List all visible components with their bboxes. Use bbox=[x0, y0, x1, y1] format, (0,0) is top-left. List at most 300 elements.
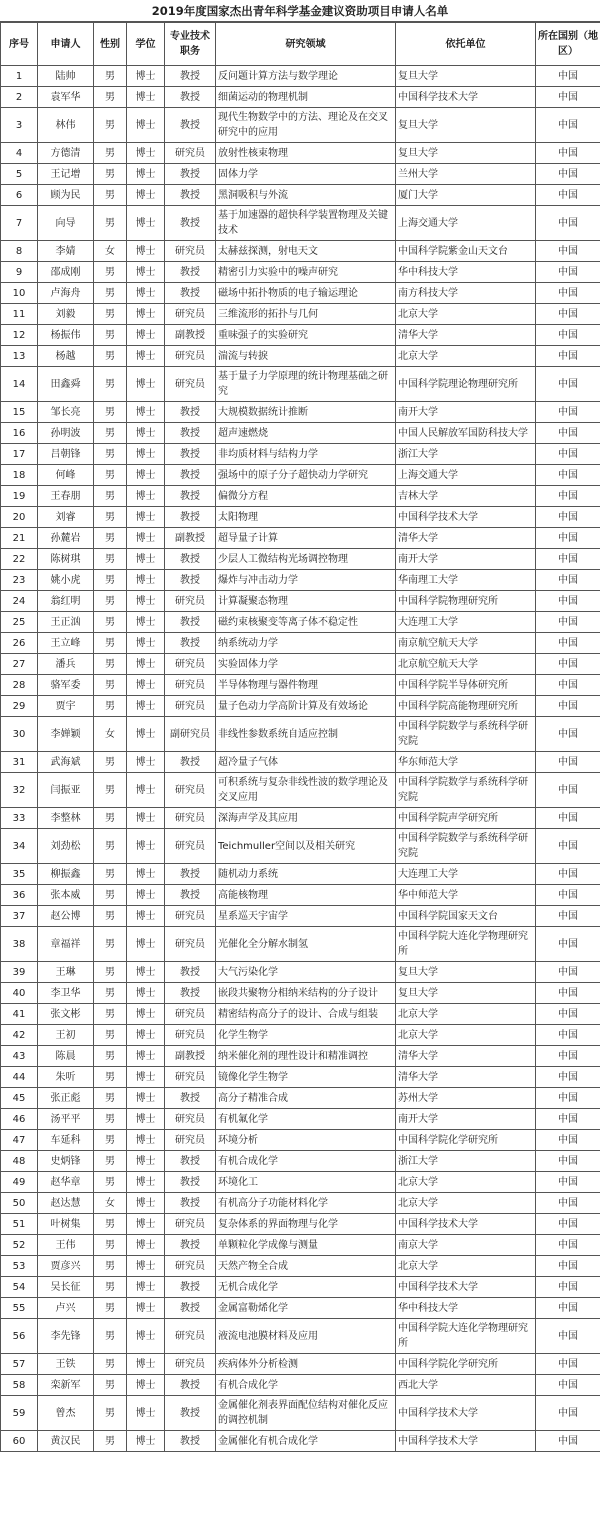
table-row bbox=[1, 1067, 600, 1088]
cell-title: 教授 bbox=[165, 164, 216, 185]
cell-title: 教授 bbox=[165, 633, 216, 654]
cell-applicant: 黄汉民 bbox=[38, 1431, 94, 1452]
header-country: 所在国别（地区） bbox=[536, 23, 600, 66]
table-row bbox=[1, 983, 600, 1004]
cell-degree: 博士 bbox=[127, 185, 165, 206]
table-row bbox=[1, 1256, 600, 1277]
cell-index: 54 bbox=[1, 1277, 38, 1298]
cell-title: 副教授 bbox=[165, 325, 216, 346]
cell-field: 湍流与转捩 bbox=[216, 346, 396, 367]
cell-title: 教授 bbox=[165, 1277, 216, 1298]
cell-institution: 中国科学院紫金山天文台 bbox=[396, 241, 536, 262]
cell-title: 研究员 bbox=[165, 1130, 216, 1151]
cell-institution: 南京航空航天大学 bbox=[396, 633, 536, 654]
cell-degree: 博士 bbox=[127, 1396, 165, 1431]
cell-gender: 男 bbox=[94, 1025, 127, 1046]
cell-degree: 博士 bbox=[127, 1431, 165, 1452]
table-row bbox=[1, 1088, 600, 1109]
cell-institution: 南开大学 bbox=[396, 402, 536, 423]
cell-applicant: 杨越 bbox=[38, 346, 94, 367]
cell-applicant: 栾新军 bbox=[38, 1375, 94, 1396]
cell-index: 41 bbox=[1, 1004, 38, 1025]
cell-applicant: 李婵颖 bbox=[38, 717, 94, 752]
cell-applicant: 潘兵 bbox=[38, 654, 94, 675]
cell-country: 中国 bbox=[536, 444, 600, 465]
cell-gender: 男 bbox=[94, 367, 127, 402]
cell-degree: 博士 bbox=[127, 717, 165, 752]
cell-field: 星系巡天宇宙学 bbox=[216, 906, 396, 927]
cell-institution: 北京大学 bbox=[396, 304, 536, 325]
cell-country: 中国 bbox=[536, 570, 600, 591]
table-row bbox=[1, 1151, 600, 1172]
cell-degree: 博士 bbox=[127, 108, 165, 143]
cell-institution: 中国科学院数学与系统科学研究院 bbox=[396, 717, 536, 752]
table-row bbox=[1, 1354, 600, 1375]
cell-degree: 博士 bbox=[127, 612, 165, 633]
table-row bbox=[1, 808, 600, 829]
cell-applicant: 孙明波 bbox=[38, 423, 94, 444]
cell-index: 58 bbox=[1, 1375, 38, 1396]
cell-institution: 南开大学 bbox=[396, 1109, 536, 1130]
cell-gender: 女 bbox=[94, 241, 127, 262]
cell-index: 60 bbox=[1, 1431, 38, 1452]
cell-gender: 男 bbox=[94, 591, 127, 612]
cell-index: 24 bbox=[1, 591, 38, 612]
cell-field: 计算凝聚态物理 bbox=[216, 591, 396, 612]
cell-index: 53 bbox=[1, 1256, 38, 1277]
cell-applicant: 张本威 bbox=[38, 885, 94, 906]
cell-country: 中国 bbox=[536, 304, 600, 325]
cell-title: 研究员 bbox=[165, 773, 216, 808]
cell-field: 细菌运动的物理机制 bbox=[216, 87, 396, 108]
cell-country: 中国 bbox=[536, 1375, 600, 1396]
cell-degree: 博士 bbox=[127, 1319, 165, 1354]
table-row bbox=[1, 423, 600, 444]
cell-degree: 博士 bbox=[127, 1277, 165, 1298]
cell-applicant: 朱听 bbox=[38, 1067, 94, 1088]
cell-institution: 中国科学院大连化学物理研究所 bbox=[396, 1319, 536, 1354]
cell-index: 28 bbox=[1, 675, 38, 696]
cell-index: 43 bbox=[1, 1046, 38, 1067]
cell-country: 中国 bbox=[536, 1067, 600, 1088]
cell-degree: 博士 bbox=[127, 1375, 165, 1396]
cell-institution: 中国科学院物理研究所 bbox=[396, 591, 536, 612]
cell-field: 有机氟化学 bbox=[216, 1109, 396, 1130]
cell-applicant: 车延科 bbox=[38, 1130, 94, 1151]
cell-index: 49 bbox=[1, 1172, 38, 1193]
table-row bbox=[1, 304, 600, 325]
cell-index: 5 bbox=[1, 164, 38, 185]
cell-degree: 博士 bbox=[127, 1025, 165, 1046]
cell-field: 大气污染化学 bbox=[216, 962, 396, 983]
cell-country: 中国 bbox=[536, 1256, 600, 1277]
cell-field: 单颗粒化学成像与测量 bbox=[216, 1235, 396, 1256]
cell-institution: 中国科学技术大学 bbox=[396, 1396, 536, 1431]
cell-gender: 男 bbox=[94, 1319, 127, 1354]
cell-degree: 博士 bbox=[127, 1046, 165, 1067]
page-title: 2019年度国家杰出青年科学基金建议资助项目申请人名单 bbox=[0, 0, 600, 22]
cell-institution: 中国科学院大连化学物理研究所 bbox=[396, 927, 536, 962]
cell-index: 19 bbox=[1, 486, 38, 507]
cell-degree: 博士 bbox=[127, 528, 165, 549]
cell-gender: 男 bbox=[94, 1256, 127, 1277]
cell-country: 中国 bbox=[536, 241, 600, 262]
cell-institution: 中国科学院半导体研究所 bbox=[396, 675, 536, 696]
cell-applicant: 何峰 bbox=[38, 465, 94, 486]
cell-title: 教授 bbox=[165, 549, 216, 570]
table-row bbox=[1, 1298, 600, 1319]
table-row bbox=[1, 164, 600, 185]
cell-country: 中国 bbox=[536, 1046, 600, 1067]
cell-gender: 男 bbox=[94, 402, 127, 423]
table-row bbox=[1, 1172, 600, 1193]
cell-degree: 博士 bbox=[127, 346, 165, 367]
cell-index: 33 bbox=[1, 808, 38, 829]
cell-applicant: 刘毅 bbox=[38, 304, 94, 325]
cell-country: 中国 bbox=[536, 696, 600, 717]
cell-applicant: 王琳 bbox=[38, 962, 94, 983]
cell-institution: 中国科学院国家天文台 bbox=[396, 906, 536, 927]
cell-field: 金属催化有机合成化学 bbox=[216, 1431, 396, 1452]
table-row bbox=[1, 906, 600, 927]
cell-title: 研究员 bbox=[165, 1214, 216, 1235]
cell-gender: 男 bbox=[94, 1088, 127, 1109]
cell-applicant: 曾杰 bbox=[38, 1396, 94, 1431]
cell-title: 教授 bbox=[165, 983, 216, 1004]
cell-title: 研究员 bbox=[165, 1109, 216, 1130]
cell-applicant: 赵公博 bbox=[38, 906, 94, 927]
cell-institution: 北京航空航天大学 bbox=[396, 654, 536, 675]
table-row bbox=[1, 591, 600, 612]
table-row bbox=[1, 444, 600, 465]
cell-applicant: 孙麓岩 bbox=[38, 528, 94, 549]
cell-institution: 华南理工大学 bbox=[396, 570, 536, 591]
cell-title: 教授 bbox=[165, 1396, 216, 1431]
table-row bbox=[1, 402, 600, 423]
cell-field: 金属催化剂表界面配位结构对催化反应的调控机制 bbox=[216, 1396, 396, 1431]
table-row bbox=[1, 549, 600, 570]
cell-field: 精密引力实验中的噪声研究 bbox=[216, 262, 396, 283]
cell-institution: 南京大学 bbox=[396, 1235, 536, 1256]
cell-applicant: 李婧 bbox=[38, 241, 94, 262]
cell-title: 研究员 bbox=[165, 927, 216, 962]
cell-applicant: 王正汹 bbox=[38, 612, 94, 633]
cell-gender: 男 bbox=[94, 66, 127, 87]
cell-field: 高能核物理 bbox=[216, 885, 396, 906]
cell-index: 21 bbox=[1, 528, 38, 549]
cell-field: Teichmuller空间以及相关研究 bbox=[216, 829, 396, 864]
cell-title: 教授 bbox=[165, 87, 216, 108]
cell-degree: 博士 bbox=[127, 864, 165, 885]
cell-title: 教授 bbox=[165, 752, 216, 773]
cell-country: 中国 bbox=[536, 752, 600, 773]
cell-degree: 博士 bbox=[127, 696, 165, 717]
cell-applicant: 向导 bbox=[38, 206, 94, 241]
cell-field: 超声速燃烧 bbox=[216, 423, 396, 444]
cell-applicant: 王初 bbox=[38, 1025, 94, 1046]
table-row bbox=[1, 717, 600, 752]
cell-degree: 博士 bbox=[127, 1214, 165, 1235]
cell-degree: 博士 bbox=[127, 1151, 165, 1172]
cell-gender: 男 bbox=[94, 1298, 127, 1319]
cell-degree: 博士 bbox=[127, 570, 165, 591]
cell-title: 研究员 bbox=[165, 143, 216, 164]
cell-index: 39 bbox=[1, 962, 38, 983]
cell-country: 中国 bbox=[536, 325, 600, 346]
cell-title: 研究员 bbox=[165, 1354, 216, 1375]
cell-title: 研究员 bbox=[165, 241, 216, 262]
cell-field: 高分子精准合成 bbox=[216, 1088, 396, 1109]
cell-country: 中国 bbox=[536, 1431, 600, 1452]
cell-country: 中国 bbox=[536, 87, 600, 108]
cell-degree: 博士 bbox=[127, 486, 165, 507]
cell-applicant: 袁军华 bbox=[38, 87, 94, 108]
cell-applicant: 姚小虎 bbox=[38, 570, 94, 591]
cell-gender: 男 bbox=[94, 675, 127, 696]
cell-field: 纳米催化剂的理性设计和精准调控 bbox=[216, 1046, 396, 1067]
cell-country: 中国 bbox=[536, 654, 600, 675]
cell-institution: 华东师范大学 bbox=[396, 752, 536, 773]
cell-field: 有机合成化学 bbox=[216, 1375, 396, 1396]
cell-index: 34 bbox=[1, 829, 38, 864]
cell-index: 26 bbox=[1, 633, 38, 654]
cell-field: 随机动力系统 bbox=[216, 864, 396, 885]
cell-degree: 博士 bbox=[127, 591, 165, 612]
cell-applicant: 吕朝锋 bbox=[38, 444, 94, 465]
cell-gender: 男 bbox=[94, 262, 127, 283]
cell-institution: 复旦大学 bbox=[396, 983, 536, 1004]
cell-title: 教授 bbox=[165, 108, 216, 143]
cell-institution: 清华大学 bbox=[396, 325, 536, 346]
cell-degree: 博士 bbox=[127, 962, 165, 983]
cell-index: 9 bbox=[1, 262, 38, 283]
cell-applicant: 汤平平 bbox=[38, 1109, 94, 1130]
cell-title: 研究员 bbox=[165, 906, 216, 927]
cell-country: 中国 bbox=[536, 906, 600, 927]
cell-degree: 博士 bbox=[127, 885, 165, 906]
cell-applicant: 卢兴 bbox=[38, 1298, 94, 1319]
cell-gender: 男 bbox=[94, 1396, 127, 1431]
cell-field: 黑洞吸积与外流 bbox=[216, 185, 396, 206]
cell-gender: 男 bbox=[94, 1431, 127, 1452]
cell-gender: 男 bbox=[94, 1130, 127, 1151]
cell-field: 少层人工微结构光场调控物理 bbox=[216, 549, 396, 570]
cell-title: 研究员 bbox=[165, 696, 216, 717]
table-row bbox=[1, 675, 600, 696]
table-row bbox=[1, 486, 600, 507]
cell-title: 研究员 bbox=[165, 654, 216, 675]
cell-degree: 博士 bbox=[127, 1298, 165, 1319]
table-row bbox=[1, 346, 600, 367]
cell-gender: 男 bbox=[94, 507, 127, 528]
cell-institution: 中国科学院化学研究所 bbox=[396, 1354, 536, 1375]
cell-index: 29 bbox=[1, 696, 38, 717]
cell-index: 17 bbox=[1, 444, 38, 465]
cell-field: 疾病体外分析检测 bbox=[216, 1354, 396, 1375]
cell-degree: 博士 bbox=[127, 367, 165, 402]
cell-field: 基于量子力学原理的统计物理基础之研究 bbox=[216, 367, 396, 402]
cell-country: 中国 bbox=[536, 262, 600, 283]
cell-country: 中国 bbox=[536, 1004, 600, 1025]
cell-degree: 博士 bbox=[127, 283, 165, 304]
table-row bbox=[1, 1431, 600, 1452]
cell-institution: 北京大学 bbox=[396, 1172, 536, 1193]
table-row bbox=[1, 1375, 600, 1396]
cell-gender: 男 bbox=[94, 528, 127, 549]
cell-title: 教授 bbox=[165, 1193, 216, 1214]
cell-gender: 男 bbox=[94, 549, 127, 570]
table-row bbox=[1, 507, 600, 528]
cell-field: 非线性参数系统自适应控制 bbox=[216, 717, 396, 752]
table-row bbox=[1, 66, 600, 87]
cell-degree: 博士 bbox=[127, 1354, 165, 1375]
cell-gender: 男 bbox=[94, 962, 127, 983]
cell-applicant: 王春朋 bbox=[38, 486, 94, 507]
cell-country: 中国 bbox=[536, 423, 600, 444]
cell-country: 中国 bbox=[536, 864, 600, 885]
cell-degree: 博士 bbox=[127, 325, 165, 346]
cell-applicant: 章福祥 bbox=[38, 927, 94, 962]
cell-institution: 大连理工大学 bbox=[396, 864, 536, 885]
cell-country: 中国 bbox=[536, 346, 600, 367]
cell-gender: 男 bbox=[94, 612, 127, 633]
cell-degree: 博士 bbox=[127, 675, 165, 696]
cell-degree: 博士 bbox=[127, 983, 165, 1004]
cell-gender: 男 bbox=[94, 1277, 127, 1298]
cell-gender: 男 bbox=[94, 486, 127, 507]
cell-title: 教授 bbox=[165, 570, 216, 591]
cell-degree: 博士 bbox=[127, 1130, 165, 1151]
cell-index: 52 bbox=[1, 1235, 38, 1256]
cell-country: 中国 bbox=[536, 612, 600, 633]
header-title: 专业技术职务 bbox=[165, 23, 216, 66]
cell-index: 7 bbox=[1, 206, 38, 241]
cell-institution: 西北大学 bbox=[396, 1375, 536, 1396]
cell-country: 中国 bbox=[536, 66, 600, 87]
cell-country: 中国 bbox=[536, 808, 600, 829]
cell-field: 三维流形的拓扑与几何 bbox=[216, 304, 396, 325]
cell-gender: 女 bbox=[94, 1193, 127, 1214]
cell-country: 中国 bbox=[536, 1172, 600, 1193]
cell-applicant: 闫振亚 bbox=[38, 773, 94, 808]
cell-gender: 男 bbox=[94, 773, 127, 808]
cell-field: 半导体物理与器件物理 bbox=[216, 675, 396, 696]
cell-applicant: 叶树集 bbox=[38, 1214, 94, 1235]
cell-title: 研究员 bbox=[165, 1256, 216, 1277]
cell-field: 化学生物学 bbox=[216, 1025, 396, 1046]
cell-country: 中国 bbox=[536, 1277, 600, 1298]
cell-field: 放射性核束物理 bbox=[216, 143, 396, 164]
cell-gender: 男 bbox=[94, 1354, 127, 1375]
cell-gender: 男 bbox=[94, 325, 127, 346]
cell-index: 2 bbox=[1, 87, 38, 108]
cell-country: 中国 bbox=[536, 465, 600, 486]
table-row bbox=[1, 570, 600, 591]
table-row bbox=[1, 262, 600, 283]
cell-degree: 博士 bbox=[127, 87, 165, 108]
cell-field: 现代生物数学中的方法、理论及在交叉研究中的应用 bbox=[216, 108, 396, 143]
cell-index: 35 bbox=[1, 864, 38, 885]
cell-gender: 男 bbox=[94, 164, 127, 185]
table-row bbox=[1, 696, 600, 717]
cell-field: 量子色动力学高阶计算及有效场论 bbox=[216, 696, 396, 717]
cell-institution: 复旦大学 bbox=[396, 962, 536, 983]
cell-title: 研究员 bbox=[165, 591, 216, 612]
cell-country: 中国 bbox=[536, 185, 600, 206]
header-field: 研究领域 bbox=[216, 23, 396, 66]
cell-title: 教授 bbox=[165, 1298, 216, 1319]
cell-institution: 南方科技大学 bbox=[396, 283, 536, 304]
cell-index: 30 bbox=[1, 717, 38, 752]
cell-country: 中国 bbox=[536, 773, 600, 808]
cell-degree: 博士 bbox=[127, 507, 165, 528]
cell-index: 40 bbox=[1, 983, 38, 1004]
cell-institution: 中国科学技术大学 bbox=[396, 1277, 536, 1298]
cell-title: 教授 bbox=[165, 885, 216, 906]
cell-institution: 北京大学 bbox=[396, 1025, 536, 1046]
cell-degree: 博士 bbox=[127, 808, 165, 829]
table-row bbox=[1, 962, 600, 983]
cell-index: 4 bbox=[1, 143, 38, 164]
cell-index: 48 bbox=[1, 1151, 38, 1172]
cell-field: 偏微分方程 bbox=[216, 486, 396, 507]
cell-index: 27 bbox=[1, 654, 38, 675]
cell-field: 深海声学及其应用 bbox=[216, 808, 396, 829]
cell-gender: 男 bbox=[94, 1172, 127, 1193]
table-row bbox=[1, 283, 600, 304]
cell-country: 中国 bbox=[536, 283, 600, 304]
cell-title: 研究员 bbox=[165, 304, 216, 325]
cell-field: 纳系统动力学 bbox=[216, 633, 396, 654]
cell-index: 11 bbox=[1, 304, 38, 325]
cell-country: 中国 bbox=[536, 402, 600, 423]
cell-title: 教授 bbox=[165, 465, 216, 486]
cell-degree: 博士 bbox=[127, 906, 165, 927]
cell-index: 51 bbox=[1, 1214, 38, 1235]
cell-title: 教授 bbox=[165, 262, 216, 283]
cell-gender: 男 bbox=[94, 283, 127, 304]
cell-applicant: 王铁 bbox=[38, 1354, 94, 1375]
cell-country: 中国 bbox=[536, 927, 600, 962]
cell-applicant: 王立峰 bbox=[38, 633, 94, 654]
table-row bbox=[1, 633, 600, 654]
cell-degree: 博士 bbox=[127, 1172, 165, 1193]
cell-degree: 博士 bbox=[127, 1109, 165, 1130]
cell-index: 50 bbox=[1, 1193, 38, 1214]
cell-degree: 博士 bbox=[127, 206, 165, 241]
cell-institution: 中国科学院高能物理研究所 bbox=[396, 696, 536, 717]
cell-applicant: 张正彪 bbox=[38, 1088, 94, 1109]
cell-field: 复杂体系的界面物理与化学 bbox=[216, 1214, 396, 1235]
cell-title: 研究员 bbox=[165, 346, 216, 367]
cell-institution: 中国人民解放军国防科技大学 bbox=[396, 423, 536, 444]
cell-institution: 清华大学 bbox=[396, 1046, 536, 1067]
cell-country: 中国 bbox=[536, 1109, 600, 1130]
table-row bbox=[1, 528, 600, 549]
cell-applicant: 骆军委 bbox=[38, 675, 94, 696]
cell-degree: 博士 bbox=[127, 444, 165, 465]
cell-country: 中国 bbox=[536, 164, 600, 185]
cell-field: 磁场中拓扑物质的电子输运理论 bbox=[216, 283, 396, 304]
cell-title: 教授 bbox=[165, 402, 216, 423]
cell-degree: 博士 bbox=[127, 402, 165, 423]
cell-applicant: 陈树琪 bbox=[38, 549, 94, 570]
cell-title: 教授 bbox=[165, 206, 216, 241]
table-row bbox=[1, 885, 600, 906]
cell-applicant: 翁红明 bbox=[38, 591, 94, 612]
cell-index: 10 bbox=[1, 283, 38, 304]
cell-applicant: 李整林 bbox=[38, 808, 94, 829]
